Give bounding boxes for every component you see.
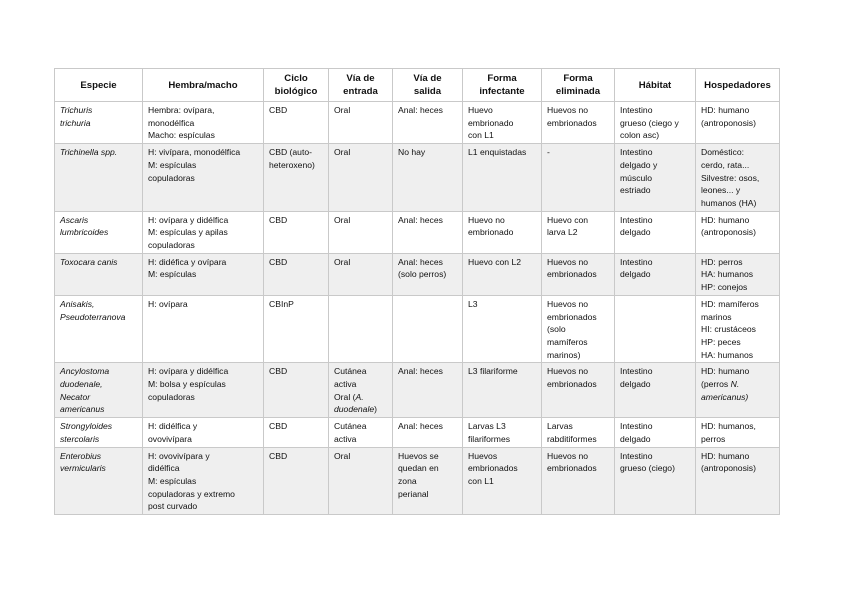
cell-text: Trichinella spp. bbox=[60, 147, 118, 158]
cell-text: Toxocara canis bbox=[60, 256, 118, 267]
cell-text: heteroxeno) bbox=[269, 159, 315, 170]
cell-text: Enterobius bbox=[60, 450, 102, 461]
habitat-cell bbox=[615, 363, 696, 418]
cell-text: Hembra: ovípara, bbox=[148, 105, 215, 115]
cell-text: CBD bbox=[269, 450, 288, 461]
cell-text: Huevos no bbox=[547, 298, 589, 309]
cell-text: Huevos no bbox=[547, 256, 589, 267]
biological-cycle-cell bbox=[264, 211, 329, 253]
cell-text: embrionados bbox=[547, 379, 597, 390]
cell-text: Cutánea bbox=[334, 421, 367, 432]
infective-form-cell bbox=[463, 102, 542, 144]
cell-text: HP: peces bbox=[701, 336, 741, 347]
cell-text: Ascaris bbox=[60, 214, 89, 225]
cell-text: con L1 bbox=[468, 475, 494, 486]
cell-text: grueso (ciego) bbox=[620, 463, 675, 474]
column-header-text: Forma bbox=[563, 73, 593, 84]
biological-cycle-cell bbox=[264, 253, 329, 295]
cell-text: americanus bbox=[60, 404, 105, 415]
cell-text: copuladoras bbox=[148, 172, 195, 183]
cell-text: delgado bbox=[620, 227, 651, 238]
cell-text: Trichuris bbox=[60, 105, 93, 115]
cell-text: cerdo, rata... bbox=[701, 159, 750, 170]
cell-text: embrionados bbox=[547, 311, 597, 322]
cell-text: didélfica bbox=[148, 463, 180, 474]
cell-text: Larvas L3 bbox=[468, 421, 506, 432]
entry-route-cell bbox=[329, 102, 393, 144]
cell-text: H: didéfica y ovípara bbox=[148, 256, 227, 267]
infective-form-cell bbox=[463, 211, 542, 253]
eliminated-form-cell bbox=[542, 418, 615, 447]
biological-cycle-cell bbox=[264, 447, 329, 515]
eliminated-form-cell bbox=[542, 102, 615, 144]
exit-route-cell bbox=[393, 447, 463, 515]
table-row bbox=[55, 102, 780, 144]
cell-text: HD: humano bbox=[701, 105, 750, 115]
cell-text: colon asc) bbox=[620, 130, 660, 141]
cell-text: (antroponosis) bbox=[701, 117, 756, 128]
cell-text: Intestino bbox=[620, 366, 653, 377]
column-header bbox=[55, 69, 143, 102]
sex-features-cell bbox=[143, 447, 264, 515]
cell-text: H: didélfica y bbox=[148, 421, 198, 432]
hosts-cell bbox=[696, 363, 780, 418]
cell-text: Larvas bbox=[547, 421, 573, 432]
cell-text: Macho: espículas bbox=[148, 130, 215, 141]
entry-route-cell bbox=[329, 295, 393, 363]
cell-text: H: ovípara y didélfica bbox=[148, 366, 229, 377]
exit-route-cell bbox=[393, 418, 463, 447]
biological-cycle-cell bbox=[264, 144, 329, 212]
cell-text: embrionados bbox=[547, 117, 597, 128]
cell-text: L3 bbox=[468, 298, 478, 309]
cell-text: leones... y bbox=[701, 185, 741, 196]
cell-text: M: espículas bbox=[148, 269, 197, 280]
cell-text: perianal bbox=[398, 488, 429, 499]
sex-features-cell bbox=[143, 253, 264, 295]
hosts-cell bbox=[696, 144, 780, 212]
exit-route-cell bbox=[393, 253, 463, 295]
cell-text: (solo perros) bbox=[398, 269, 447, 280]
cell-text: H: vivípara, monodélfica bbox=[148, 147, 241, 158]
cell-text: HD: humano bbox=[701, 214, 750, 225]
table-row bbox=[55, 211, 780, 253]
cell-text: Huevo con L2 bbox=[468, 256, 522, 267]
table-row bbox=[55, 144, 780, 212]
column-header-text: biológico bbox=[274, 86, 318, 97]
column-header-text: Ciclo bbox=[284, 73, 308, 84]
column-header-text: entrada bbox=[343, 86, 378, 97]
cell-text: M: bolsa y espículas bbox=[148, 379, 226, 390]
cell-text: activa bbox=[334, 379, 357, 390]
cell-text: Oral bbox=[334, 450, 351, 461]
sex-features-cell bbox=[143, 295, 264, 363]
column-header bbox=[463, 69, 542, 102]
sex-features-cell bbox=[143, 418, 264, 447]
sex-features-cell bbox=[143, 144, 264, 212]
cell-text: Huevo con bbox=[547, 214, 589, 225]
eliminated-form-cell bbox=[542, 363, 615, 418]
cell-text: Cutánea bbox=[334, 366, 367, 377]
hosts-cell bbox=[696, 295, 780, 363]
cell-text: Necator bbox=[60, 391, 91, 402]
habitat-cell bbox=[615, 295, 696, 363]
column-header-text: Hembra/macho bbox=[168, 79, 238, 91]
cell-text: HD: humano bbox=[701, 450, 750, 461]
cell-text: lumbricoides bbox=[60, 227, 109, 238]
cell-text: americanus) bbox=[701, 391, 749, 402]
column-header bbox=[615, 69, 696, 102]
cell-text: embrionados bbox=[468, 463, 518, 474]
column-header bbox=[542, 69, 615, 102]
cell-text: rabditiformes bbox=[547, 433, 597, 444]
species-cell bbox=[55, 144, 143, 212]
cell-text: Intestino bbox=[620, 450, 653, 461]
cell-text: (antroponosis) bbox=[701, 463, 756, 474]
habitat-cell bbox=[615, 102, 696, 144]
cell-text: Pseudoterranova bbox=[60, 311, 126, 322]
cell-text: filariformes bbox=[468, 433, 511, 444]
cell-text: CBD bbox=[269, 214, 288, 225]
cell-text: Huevos no bbox=[547, 105, 589, 115]
cell-text: HA: humanos bbox=[701, 269, 754, 280]
infective-form-cell bbox=[463, 447, 542, 515]
cell-text: H: ovípara bbox=[148, 298, 188, 309]
cell-text: (antroponosis) bbox=[701, 227, 756, 238]
cell-text: embrionados bbox=[547, 463, 597, 474]
column-header-text: salida bbox=[413, 86, 442, 97]
infective-form-cell bbox=[463, 295, 542, 363]
table-row bbox=[55, 447, 780, 515]
cell-text: L3 filariforme bbox=[468, 366, 518, 377]
table-body bbox=[55, 102, 780, 515]
table-row bbox=[55, 253, 780, 295]
cell-text: HD: perros bbox=[701, 256, 743, 267]
cell-text: Huevos no bbox=[547, 450, 589, 461]
biological-cycle-cell bbox=[264, 363, 329, 418]
cell-text: Huevo bbox=[468, 105, 493, 115]
hosts-cell bbox=[696, 253, 780, 295]
habitat-cell bbox=[615, 447, 696, 515]
cell-text: Oral bbox=[334, 147, 351, 158]
cell-text: larva L2 bbox=[547, 227, 578, 238]
cell-text: copuladoras bbox=[148, 391, 195, 402]
cell-text: CBD bbox=[269, 421, 288, 432]
cell-text: (perros N. bbox=[701, 379, 740, 390]
table-row bbox=[55, 418, 780, 447]
column-header-text: Forma bbox=[487, 73, 517, 84]
cell-text: Intestino bbox=[620, 256, 653, 267]
cell-text: Huevos bbox=[468, 450, 498, 461]
cell-text: ovovivípara bbox=[148, 433, 192, 444]
cell-text: CBD bbox=[269, 105, 288, 115]
cell-text: con L1 bbox=[468, 130, 494, 141]
cell-text: Oral bbox=[334, 105, 351, 115]
entry-route-cell bbox=[329, 211, 393, 253]
infective-form-cell bbox=[463, 253, 542, 295]
column-header-text: eliminada bbox=[555, 86, 601, 97]
cell-text: HI: crustáceos bbox=[701, 324, 756, 335]
cell-text: Anal: heces bbox=[398, 214, 443, 225]
column-header bbox=[393, 69, 463, 102]
cell-text: Anal: heces bbox=[398, 421, 443, 432]
habitat-cell bbox=[615, 144, 696, 212]
cell-text: humanos (HA) bbox=[701, 197, 757, 208]
cell-text: estriado bbox=[620, 185, 651, 196]
cell-text: Anal: heces bbox=[398, 256, 443, 267]
cell-text: Huevos no bbox=[547, 366, 589, 377]
biological-cycle-cell bbox=[264, 418, 329, 447]
infective-form-cell bbox=[463, 418, 542, 447]
cell-text: Oral bbox=[334, 256, 351, 267]
parasite-table bbox=[54, 68, 780, 515]
eliminated-form-cell bbox=[542, 211, 615, 253]
cell-text: Doméstico: bbox=[701, 147, 744, 158]
cell-text: Silvestre: osos, bbox=[701, 172, 760, 183]
cell-text: grueso (ciego y bbox=[620, 117, 679, 128]
sex-features-cell bbox=[143, 211, 264, 253]
cell-text: Strongyloides bbox=[60, 421, 113, 432]
cell-text: HP: conejos bbox=[701, 282, 748, 293]
species-cell bbox=[55, 295, 143, 363]
column-header-text: Hábitat bbox=[638, 79, 672, 91]
exit-route-cell bbox=[393, 102, 463, 144]
column-header-text: infectante bbox=[479, 86, 525, 97]
habitat-cell bbox=[615, 211, 696, 253]
cell-text: L1 enquistadas bbox=[468, 147, 527, 158]
column-header bbox=[264, 69, 329, 102]
cell-text: copuladoras y extremo bbox=[148, 488, 235, 499]
exit-route-cell bbox=[393, 144, 463, 212]
exit-route-cell bbox=[393, 211, 463, 253]
cell-text: delgado bbox=[620, 379, 651, 390]
biological-cycle-cell bbox=[264, 102, 329, 144]
cell-text: HD: mamíferos bbox=[701, 298, 759, 309]
cell-text: CBInP bbox=[269, 298, 294, 309]
cell-text: trichuria bbox=[60, 117, 91, 128]
cell-text: Anisakis, bbox=[60, 298, 95, 309]
cell-text: M: espículas bbox=[148, 475, 197, 486]
eliminated-form-cell bbox=[542, 253, 615, 295]
cell-text: perros bbox=[701, 433, 726, 444]
cell-text: marinos bbox=[701, 311, 732, 322]
cell-text: (solo bbox=[547, 324, 566, 335]
species-cell bbox=[55, 211, 143, 253]
cell-text: HD: humanos, bbox=[701, 421, 756, 432]
cell-text: duodenale, bbox=[60, 379, 103, 390]
cell-text: H: ovípara y didélfica bbox=[148, 214, 229, 225]
exit-route-cell bbox=[393, 295, 463, 363]
cell-text: duodenale) bbox=[334, 404, 378, 415]
cell-text: Oral (A. bbox=[334, 391, 364, 402]
cell-text: músculo bbox=[620, 172, 652, 183]
cell-text: M: espículas bbox=[148, 159, 197, 170]
entry-route-cell bbox=[329, 418, 393, 447]
cell-text: mamíferos bbox=[547, 336, 588, 347]
cell-text: delgado y bbox=[620, 159, 658, 170]
hosts-cell bbox=[696, 102, 780, 144]
species-cell bbox=[55, 418, 143, 447]
entry-route-cell bbox=[329, 144, 393, 212]
cell-text: Intestino bbox=[620, 214, 653, 225]
cell-text: quedan en bbox=[398, 463, 439, 474]
cell-text: marinos) bbox=[547, 349, 581, 360]
cell-text: CBD bbox=[269, 256, 288, 267]
table-row bbox=[55, 295, 780, 363]
column-header-text: Vía de bbox=[413, 73, 442, 84]
cell-text: M: espículas y apilas bbox=[148, 227, 228, 238]
cell-text: embrionado bbox=[468, 117, 514, 128]
eliminated-form-cell bbox=[542, 295, 615, 363]
infective-form-cell bbox=[463, 363, 542, 418]
species-cell bbox=[55, 363, 143, 418]
cell-text: HA: humanos bbox=[701, 349, 754, 360]
cell-text: Huevos se bbox=[398, 450, 439, 461]
habitat-cell bbox=[615, 253, 696, 295]
cell-text: vermicularis bbox=[60, 463, 106, 474]
exit-route-cell bbox=[393, 363, 463, 418]
cell-text: Huevo no bbox=[468, 214, 505, 225]
entry-route-cell bbox=[329, 447, 393, 515]
column-header bbox=[143, 69, 264, 102]
column-header bbox=[696, 69, 780, 102]
cell-text: - bbox=[547, 147, 550, 158]
cell-text: activa bbox=[334, 433, 357, 444]
cell-text: Ancylostoma bbox=[60, 366, 110, 377]
cell-text: post curvado bbox=[148, 501, 198, 512]
sex-features-cell bbox=[143, 363, 264, 418]
cell-text: No hay bbox=[398, 147, 426, 158]
cell-text: Intestino bbox=[620, 147, 653, 158]
column-header bbox=[329, 69, 393, 102]
species-cell bbox=[55, 102, 143, 144]
cell-text: stercolaris bbox=[60, 433, 100, 444]
cell-text: zona bbox=[398, 475, 417, 486]
cell-text: Anal: heces bbox=[398, 366, 443, 377]
cell-text: delgado bbox=[620, 269, 651, 280]
cell-text: Intestino bbox=[620, 105, 653, 115]
cell-text: CBD (auto- bbox=[269, 147, 312, 158]
cell-text: HD: humano bbox=[701, 366, 750, 377]
entry-route-cell bbox=[329, 363, 393, 418]
cell-text: H: ovovivípara y bbox=[148, 450, 210, 461]
cell-text: Intestino bbox=[620, 421, 653, 432]
infective-form-cell bbox=[463, 144, 542, 212]
column-header-text: Hospedadores bbox=[704, 79, 771, 91]
cell-text: delgado bbox=[620, 433, 651, 444]
cell-text: Anal: heces bbox=[398, 105, 443, 115]
cell-text: embrionados bbox=[547, 269, 597, 280]
species-cell bbox=[55, 253, 143, 295]
cell-text: CBD bbox=[269, 366, 288, 377]
hosts-cell bbox=[696, 211, 780, 253]
entry-route-cell bbox=[329, 253, 393, 295]
hosts-cell bbox=[696, 447, 780, 515]
column-header-text: Vía de bbox=[346, 73, 375, 84]
biological-cycle-cell bbox=[264, 295, 329, 363]
habitat-cell bbox=[615, 418, 696, 447]
sex-features-cell bbox=[143, 102, 264, 144]
column-header-text: Especie bbox=[80, 79, 117, 91]
cell-text: copuladoras bbox=[148, 240, 195, 251]
cell-text: embrionado bbox=[468, 227, 514, 238]
cell-text: monodélfica bbox=[148, 117, 195, 128]
header-row bbox=[55, 69, 780, 102]
hosts-cell bbox=[696, 418, 780, 447]
cell-text: Oral bbox=[334, 214, 351, 225]
eliminated-form-cell bbox=[542, 144, 615, 212]
table-row bbox=[55, 363, 780, 418]
eliminated-form-cell bbox=[542, 447, 615, 515]
species-cell bbox=[55, 447, 143, 515]
